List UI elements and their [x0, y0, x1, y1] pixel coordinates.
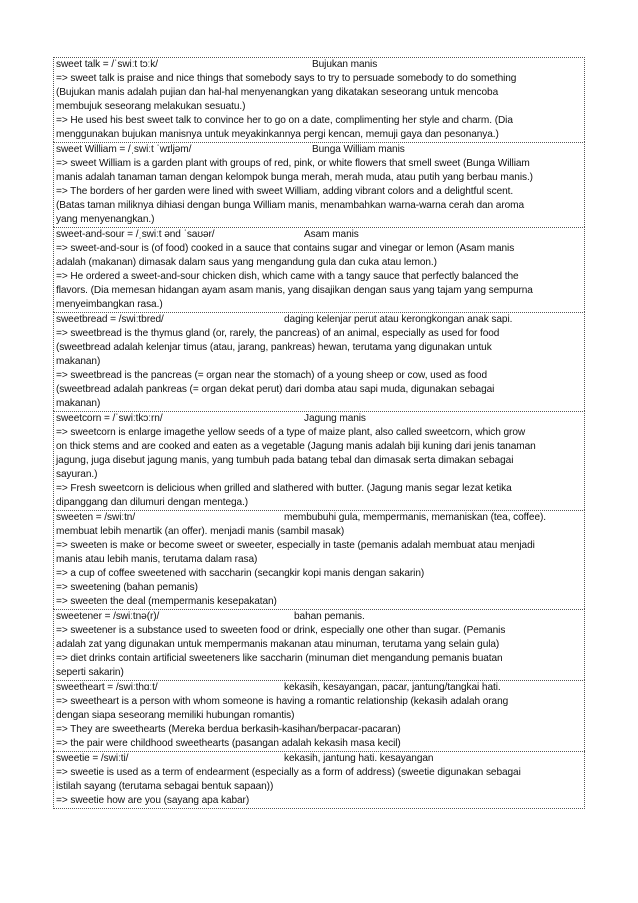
entry-line: sayuran.): [56, 469, 98, 480]
entry-translation: kekasih, kesayangan, pacar, jantung/tangkai hati.: [284, 682, 501, 693]
entry-line: jagung, juga disebut jagung manis, yang tumbuh pada batang tebal dan dimasak serta dimakan sebagai: [56, 455, 514, 466]
entry-translation: membubuhi gula, mempermanis, memaniskan (tea, coffee).: [284, 512, 546, 523]
entry-translation: Asam manis: [304, 229, 359, 240]
entry-line: dipanggang dan dilumuri dengan mentega.): [56, 497, 249, 508]
entry-headword: sweetie = /swiːti/: [56, 753, 129, 764]
entry-line: => sweetie is used as a term of endearment (especially as a form of address) (sweetie digunakan sebagai: [56, 767, 521, 778]
entry-line: => sweeten is make or become sweet or sweeter, especially in taste (pemanis adalah membuat atau menjadi: [56, 540, 535, 551]
entry-line: menggunakan bujukan manisnya untuk meyakinkannya pergi kencan, memuji gaya dan pesonanya.): [56, 129, 499, 140]
entry-translation: daging kelenjar perut atau kerongkongan anak sapi.: [284, 314, 513, 325]
entry-line: dengan siapa seseorang memiliki hubungan romantis): [56, 710, 295, 721]
dictionary-entry: [53, 142, 585, 227]
entry-line: => sweetbread is the thymus gland (or, rarely, the pancreas) of an animal, especially as used for food: [56, 328, 500, 339]
entry-line: membuat lebih menartik (an offer). menjadi manis (sambil masak): [56, 526, 345, 537]
entry-line: => Fresh sweetcorn is delicious when grilled and slathered with butter. (Jagung manis segar lezat ketika: [56, 483, 512, 494]
entry-line: => the pair were childhood sweethearts (pasangan adalah kekasih masa kecil): [56, 738, 401, 749]
entry-line: adalah (makanan) dimasak dalam saus yang mengandung gula dan cuka atau lemon.): [56, 257, 437, 268]
dictionary-entry: [53, 680, 585, 751]
entry-headword: sweet-and-sour = /ˌswiːt ənd ˈsaʊər/: [56, 229, 215, 240]
entry-line: => diet drinks contain artificial sweeteners like saccharin (minuman diet mengandung pemanis buatan: [56, 653, 503, 664]
entry-line: (Bujukan manis adalah pujian dan hal-hal menyenangkan yang dikatakan seseorang untuk mencoba: [56, 87, 499, 98]
entry-line: (sweetbread adalah pankreas (= organ dekat perut) dari domba atau sapi muda, digunakan sebagai: [56, 384, 495, 395]
entry-line: => sweetbread is the pancreas (= organ near the stomach) of a young sheep or cow, used as food: [56, 370, 487, 381]
entry-headword: sweetbread = /swiːtbred/: [56, 314, 164, 325]
entry-line: => a cup of coffee sweetened with saccharin (secangkir kopi manis dengan sakarin): [56, 568, 425, 579]
entry-translation: Bunga William manis: [312, 144, 405, 155]
entry-headword: sweetcorn = /ˈswiːtkɔːrn/: [56, 413, 163, 424]
dictionary-entry: [53, 751, 585, 809]
dictionary-entry: [53, 57, 585, 142]
entry-line: => sweeten the deal (mempermanis kesepakatan): [56, 596, 277, 607]
entry-line: => sweetie how are you (sayang apa kabar): [56, 795, 250, 806]
entry-line: => sweet William is a garden plant with groups of red, pink, or white flowers that smell sweet (Bunga William: [56, 158, 530, 169]
entry-translation: Jagung manis: [304, 413, 366, 424]
entry-header: [54, 752, 584, 766]
entry-line: => The borders of her garden were lined with sweet William, adding vibrant colors and a delightful scent.: [56, 186, 514, 197]
entry-line: => sweetening (bahan pemanis): [56, 582, 198, 593]
entry-line: (sweetbread adalah kelenjar timus (atau, jarang, pankreas) hewan, terutama yang digunakan untuk: [56, 342, 492, 353]
entry-line: (Batas taman miliknya dihiasi dengan bunga William manis, menambahkan warna-warna cerah dan aroma: [56, 200, 525, 211]
entry-headword: sweeten = /swiːtn/: [56, 512, 136, 523]
entry-line: => He ordered a sweet-and-sour chicken dish, which came with a tangy sauce that perfectly balanced the: [56, 271, 519, 282]
entry-line: => sweet-and-sour is (of food) cooked in a sauce that contains sugar and vinegar or lemon (Asam manis: [56, 243, 515, 254]
entry-headword: sweetheart = /swiːthɑːt/: [56, 682, 158, 693]
entry-line: => He used his best sweet talk to convince her to go on a date, complimenting her style and charm. (Dia: [56, 115, 513, 126]
entry-translation: bahan pemanis.: [294, 611, 365, 622]
entry-header: [54, 143, 584, 157]
entry-header: [54, 313, 584, 327]
entry-line: => sweetener is a substance used to sweeten food or drink, especially one other than sugar. (Pemanis: [56, 625, 506, 636]
entry-line: menyeimbangkan rasa.): [56, 299, 163, 310]
entry-header: [54, 228, 584, 242]
entry-header: [54, 681, 584, 695]
entry-line: seperti sakarin): [56, 667, 124, 678]
dictionary-entry: [53, 227, 585, 312]
entry-headword: sweet talk = /ˈswiːt tɔːk/: [56, 59, 158, 70]
dictionary-entry: [53, 312, 585, 411]
entry-line: istilah sayang (terutama sebagai bentuk sapaan)): [56, 781, 274, 792]
entry-line: manis atau lebih manis, terutama dalam rasa): [56, 554, 258, 565]
entry-headword: sweetener = /swiːtnə(r)/: [56, 611, 160, 622]
entry-line: membujuk seseorang melakukan sesuatu.): [56, 101, 246, 112]
entry-headword: sweet William = /ˌswiːt ˈwɪljəm/: [56, 144, 192, 155]
dictionary-entry: [53, 510, 585, 609]
entry-line: yang menyenangkan.): [56, 214, 155, 225]
dictionary-entry: [53, 609, 585, 680]
entry-line: makanan): [56, 356, 101, 367]
entry-line: => sweet talk is praise and nice things that somebody says to try to persuade somebody to do something: [56, 73, 517, 84]
entry-line: on thick stems and are cooked and eaten as a vegetable (Jagung manis adalah biji kuning dari jenis tanaman: [56, 441, 536, 452]
entry-line: => sweetheart is a person with whom someone is having a romantic relationship (kekasih adalah orang: [56, 696, 509, 707]
entry-line: manis adalah tanaman taman dengan kelompok bunga merah, merah muda, atau putih yang berbau manis.): [56, 172, 533, 183]
dictionary-entry: [53, 411, 585, 510]
entry-header: [54, 511, 584, 525]
entry-translation: Bujukan manis: [312, 59, 378, 70]
entry-line: => sweetcorn is enlarge imagethe yellow seeds of a type of maize plant, also called sweetcorn, which grow: [56, 427, 526, 438]
dictionary-document: [53, 57, 585, 809]
entry-translation: kekasih, jantung hati. kesayangan: [284, 753, 434, 764]
entry-header: [54, 58, 584, 72]
entry-header: [54, 412, 584, 426]
entry-line: => They are sweethearts (Mereka berdua berkasih-kasihan/berpacar-pacaran): [56, 724, 401, 735]
entry-line: flavors. (Dia memesan hidangan ayam asam manis, yang disajikan dengan saus yang tajam yang sempurna: [56, 285, 533, 296]
entry-header: [54, 610, 584, 624]
entry-line: adalah zat yang digunakan untuk mempermanis makanan atau minuman, terutama yang selain gula): [56, 639, 500, 650]
entry-line: makanan): [56, 398, 101, 409]
